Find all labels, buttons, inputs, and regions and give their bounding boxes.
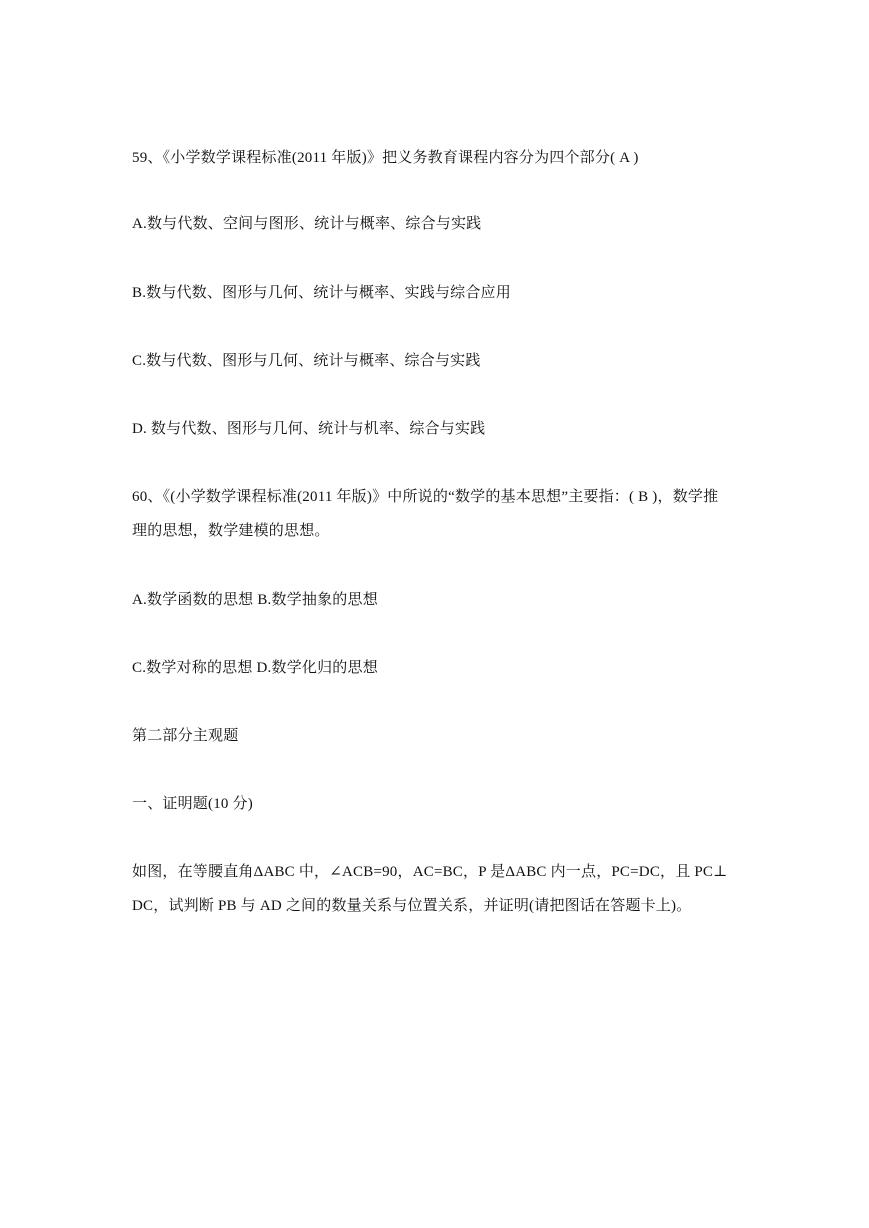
part-two-heading: 第二部分主观题 <box>132 728 239 744</box>
question-60-options-c-d: C.数学对称的思想 D.数学化归的思想 <box>132 660 378 676</box>
question-59-option-d: D. 数与代数、图形与几何、统计与机率、综合与实践 <box>132 421 486 437</box>
question-59-option-a: A.数与代数、空间与图形、统计与概率、综合与实践 <box>132 216 482 232</box>
proof-problem-line-1: 如图，在等腰直角ΔABC 中，∠ACB=90，AC=BC，P 是ΔABC 内一点，PC=DC，且 PC⊥ <box>132 864 728 880</box>
question-60-options-a-b: A.数学函数的思想 B.数学抽象的思想 <box>132 592 378 608</box>
question-60-stem-line-2: 理的思想，数学建模的思想。 <box>132 523 330 539</box>
question-59-stem: 59、《小学数学课程标准(2011 年版)》把义务教育课程内容分为四个部分( A ) <box>132 150 639 166</box>
question-60-stem-line-1: 60、《(小学数学课程标准(2011 年版)》中所说的“数学的基本思想”主要指：( B )，数学推 <box>132 489 719 505</box>
proof-problem-line-2: DC，试判断 PB 与 AD 之间的数量关系与位置关系，并证明(请把图话在答题卡上)。 <box>132 898 692 914</box>
proof-section-heading: 一、证明题(10 分) <box>132 796 253 812</box>
question-59-option-b: B.数与代数、图形与几何、统计与概率、实践与综合应用 <box>132 285 511 301</box>
question-59-option-c: C.数与代数、图形与几何、统计与概率、综合与实践 <box>132 353 481 369</box>
